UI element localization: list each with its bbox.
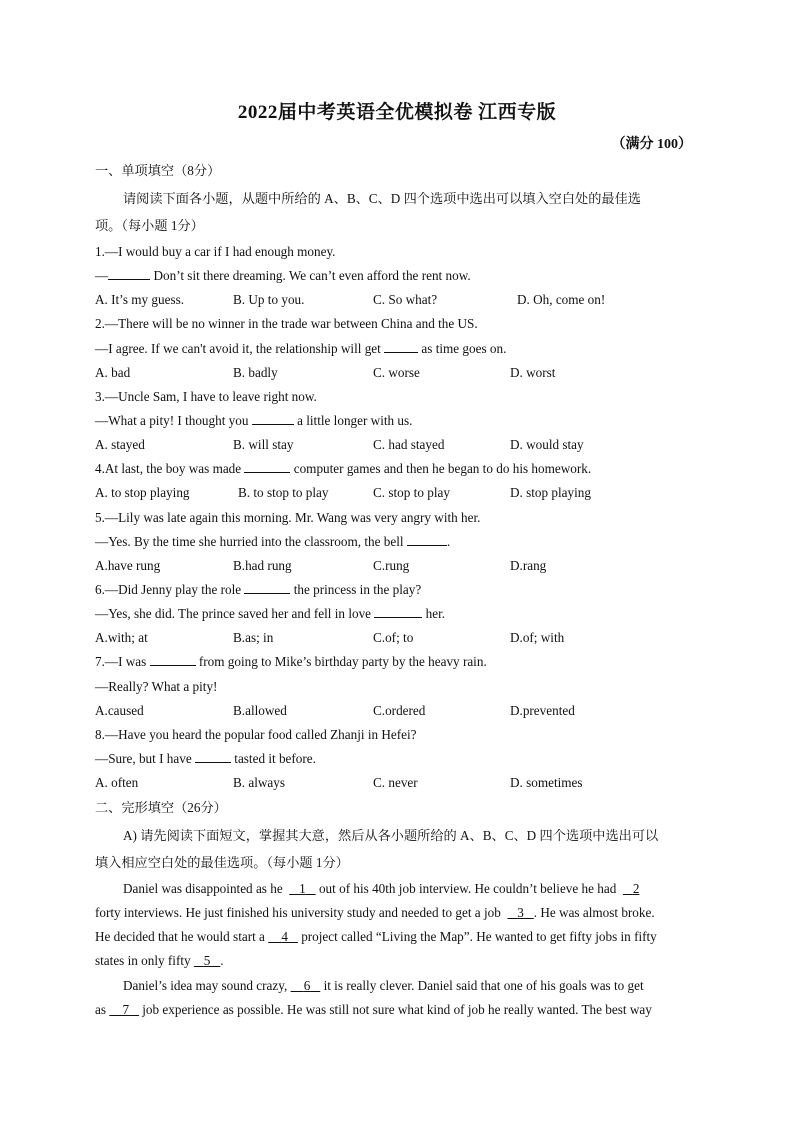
text: tasted it before. bbox=[230, 751, 316, 766]
answer-blank[interactable] bbox=[244, 460, 290, 473]
question-1-line2 bbox=[95, 267, 471, 285]
answer-blank[interactable] bbox=[108, 267, 150, 280]
text: 7.—I was bbox=[95, 654, 150, 669]
q4-option-a[interactable]: A. to stop playing bbox=[95, 485, 190, 500]
text: as bbox=[95, 1002, 110, 1017]
cloze-blank-7[interactable] bbox=[109, 1002, 139, 1017]
question-6-line2 bbox=[95, 605, 445, 623]
cloze-blank-4[interactable] bbox=[268, 929, 298, 944]
question-1-line1: 1.—I would buy a car if I had enough money. bbox=[95, 244, 336, 259]
text: —Yes. By the time she hurried into the classroom, the bell bbox=[95, 534, 407, 549]
text: it is really clever. Daniel said that one of his goals was to get bbox=[320, 978, 644, 993]
q4-option-b[interactable]: B. to stop to play bbox=[238, 485, 329, 500]
q6-option-c[interactable]: C.of; to bbox=[373, 630, 414, 645]
section2-instruction: A) 请先阅读下面短文，掌握其大意，然后从各小题所给的 A、B、C、D 四个选项中选出可以 bbox=[123, 828, 659, 843]
page-title: 2022届中考英语全优模拟卷 江西专版 bbox=[237, 102, 557, 123]
question-7-line2: —Really? What a pity! bbox=[95, 679, 218, 694]
cloze-blank-2[interactable] bbox=[623, 881, 639, 896]
text: as time goes on. bbox=[418, 341, 507, 356]
text: a little longer with us. bbox=[293, 413, 413, 428]
q8-option-c[interactable]: C. never bbox=[373, 775, 418, 790]
section1-heading: 一、单项填空（8分） bbox=[95, 163, 221, 178]
q8-option-d[interactable]: D. sometimes bbox=[510, 775, 583, 790]
blank-number: 7 bbox=[122, 1002, 130, 1017]
passage-line bbox=[123, 880, 639, 898]
section2-heading: 二、完形填空（26分） bbox=[95, 800, 227, 815]
q7-option-b[interactable]: B.allowed bbox=[233, 703, 287, 718]
blank-number: 3 bbox=[517, 905, 524, 920]
text: her. bbox=[422, 606, 446, 621]
q3-option-d[interactable]: D. would stay bbox=[510, 437, 584, 452]
text: project called “Living the Map”. He wanted to get fifty jobs in fifty bbox=[297, 929, 657, 944]
text: 4.At last, the boy was made bbox=[95, 461, 245, 476]
text: —I agree. If we can't avoid it, the relationship will get bbox=[95, 341, 385, 356]
text: out of his 40th job interview. He couldn’t believe he had bbox=[315, 881, 620, 896]
cloze-blank-6[interactable] bbox=[291, 978, 321, 993]
q6-option-a[interactable]: A.with; at bbox=[95, 630, 148, 645]
q1-option-a[interactable]: A. It’s my guess. bbox=[95, 292, 185, 307]
question-3-line2 bbox=[95, 412, 412, 430]
question-5-line2 bbox=[95, 533, 450, 551]
text: . bbox=[220, 953, 224, 968]
answer-blank[interactable] bbox=[244, 581, 290, 594]
answer-blank[interactable] bbox=[407, 533, 447, 546]
passage-line bbox=[123, 977, 644, 995]
q1-option-d[interactable]: D. Oh, come on! bbox=[517, 292, 606, 307]
passage-line bbox=[95, 904, 655, 922]
text: Daniel’s idea may sound crazy, bbox=[123, 978, 291, 993]
question-8-line1: 8.—Have you heard the popular food called Zhanji in Hefei? bbox=[95, 727, 417, 742]
q3-option-c[interactable]: C. had stayed bbox=[373, 437, 445, 452]
text: —What a pity! I thought you bbox=[95, 413, 252, 428]
q5-option-c[interactable]: C.rung bbox=[373, 558, 410, 573]
q3-option-b[interactable]: B. will stay bbox=[233, 437, 294, 452]
cloze-blank-3[interactable] bbox=[507, 905, 533, 920]
answer-blank[interactable] bbox=[252, 412, 294, 425]
passage-line bbox=[95, 1001, 652, 1019]
q1-option-c[interactable]: C. So what? bbox=[373, 292, 438, 307]
blank-number: 6 bbox=[303, 978, 311, 993]
q2-option-a[interactable]: A. bad bbox=[95, 365, 131, 380]
text: from going to Mike’s birthday party by the heavy rain. bbox=[195, 654, 487, 669]
question-4-line1 bbox=[95, 460, 591, 478]
text: computer games and then he began to do his homework. bbox=[290, 461, 592, 476]
question-8-line2 bbox=[95, 750, 316, 768]
text: 6.—Did Jenny play the role bbox=[95, 582, 245, 597]
q5-option-d[interactable]: D.rang bbox=[510, 558, 547, 573]
cloze-blank-1[interactable] bbox=[289, 881, 315, 896]
q7-option-a[interactable]: A.caused bbox=[95, 703, 144, 718]
text: —Yes, she did. The prince saved her and fell in love bbox=[95, 606, 375, 621]
q5-option-a[interactable]: A.have rung bbox=[95, 558, 161, 573]
question-2-line2 bbox=[95, 340, 506, 358]
answer-blank[interactable] bbox=[384, 340, 418, 353]
blank-number: 5 bbox=[203, 953, 211, 968]
q2-option-d[interactable]: D. worst bbox=[510, 365, 556, 380]
q6-option-d[interactable]: D.of; with bbox=[510, 630, 565, 645]
text: . bbox=[446, 534, 451, 549]
q7-option-d[interactable]: D.prevented bbox=[510, 703, 575, 718]
q2-option-b[interactable]: B. badly bbox=[233, 365, 278, 380]
question-2-line1: 2.—There will be no winner in the trade war between China and the US. bbox=[95, 316, 478, 331]
section2-instruction-cont: 填入相应空白处的最佳选项。（每小题 1分） bbox=[95, 855, 349, 870]
question-6-line1 bbox=[95, 581, 421, 599]
q8-option-b[interactable]: B. always bbox=[233, 775, 286, 790]
text: job experience as possible. He was still not sure what kind of job he really wanted. The best way bbox=[138, 1002, 652, 1017]
section1-instruction: 请阅读下面各小题，从题中所给的 A、B、C、D 四个选项中选出可以填入空白处的最佳选 bbox=[123, 191, 641, 206]
blank-number: 4 bbox=[281, 929, 288, 944]
cloze-blank-5[interactable] bbox=[194, 953, 220, 968]
answer-blank[interactable] bbox=[374, 605, 422, 618]
text: —Sure, but I have bbox=[95, 751, 195, 766]
text: He decided that he would start a bbox=[95, 929, 269, 944]
text: Daniel was disappointed as he bbox=[123, 881, 286, 896]
question-7-line1 bbox=[95, 653, 487, 671]
text: the princess in the play? bbox=[290, 582, 422, 597]
answer-blank[interactable] bbox=[150, 653, 196, 666]
q3-option-a[interactable]: A. stayed bbox=[95, 437, 145, 452]
text: Don’t sit there dreaming. We can’t even afford the rent now. bbox=[150, 268, 471, 283]
q2-option-c[interactable]: C. worse bbox=[373, 365, 420, 380]
q6-option-b[interactable]: B.as; in bbox=[233, 630, 274, 645]
text: forty interviews. He just finished his university study and needed to get a job bbox=[95, 905, 505, 920]
question-5-line1: 5.—Lily was late again this morning. Mr. Wang was very angry with her. bbox=[95, 510, 481, 525]
q7-option-c[interactable]: C.ordered bbox=[373, 703, 426, 718]
q4-option-d[interactable]: D. stop playing bbox=[510, 485, 591, 500]
full-score: （满分 100） bbox=[611, 137, 692, 152]
q4-option-c[interactable]: C. stop to play bbox=[373, 485, 450, 500]
text: — bbox=[95, 268, 109, 283]
q5-option-b[interactable]: B.had rung bbox=[233, 558, 292, 573]
text: states in only fifty bbox=[95, 953, 194, 968]
q8-option-a[interactable]: A. often bbox=[95, 775, 139, 790]
question-3-line1: 3.—Uncle Sam, I have to leave right now. bbox=[95, 389, 317, 404]
answer-blank[interactable] bbox=[195, 750, 231, 763]
blank-number: 1 bbox=[299, 881, 306, 896]
blank-number: 2 bbox=[632, 881, 640, 896]
section1-instruction-cont: 项。（每小题 1分） bbox=[95, 218, 204, 233]
q1-option-b[interactable]: B. Up to you. bbox=[233, 292, 305, 307]
passage-line bbox=[95, 952, 224, 970]
passage-line bbox=[95, 928, 657, 946]
text: . He was almost broke. bbox=[533, 905, 655, 920]
